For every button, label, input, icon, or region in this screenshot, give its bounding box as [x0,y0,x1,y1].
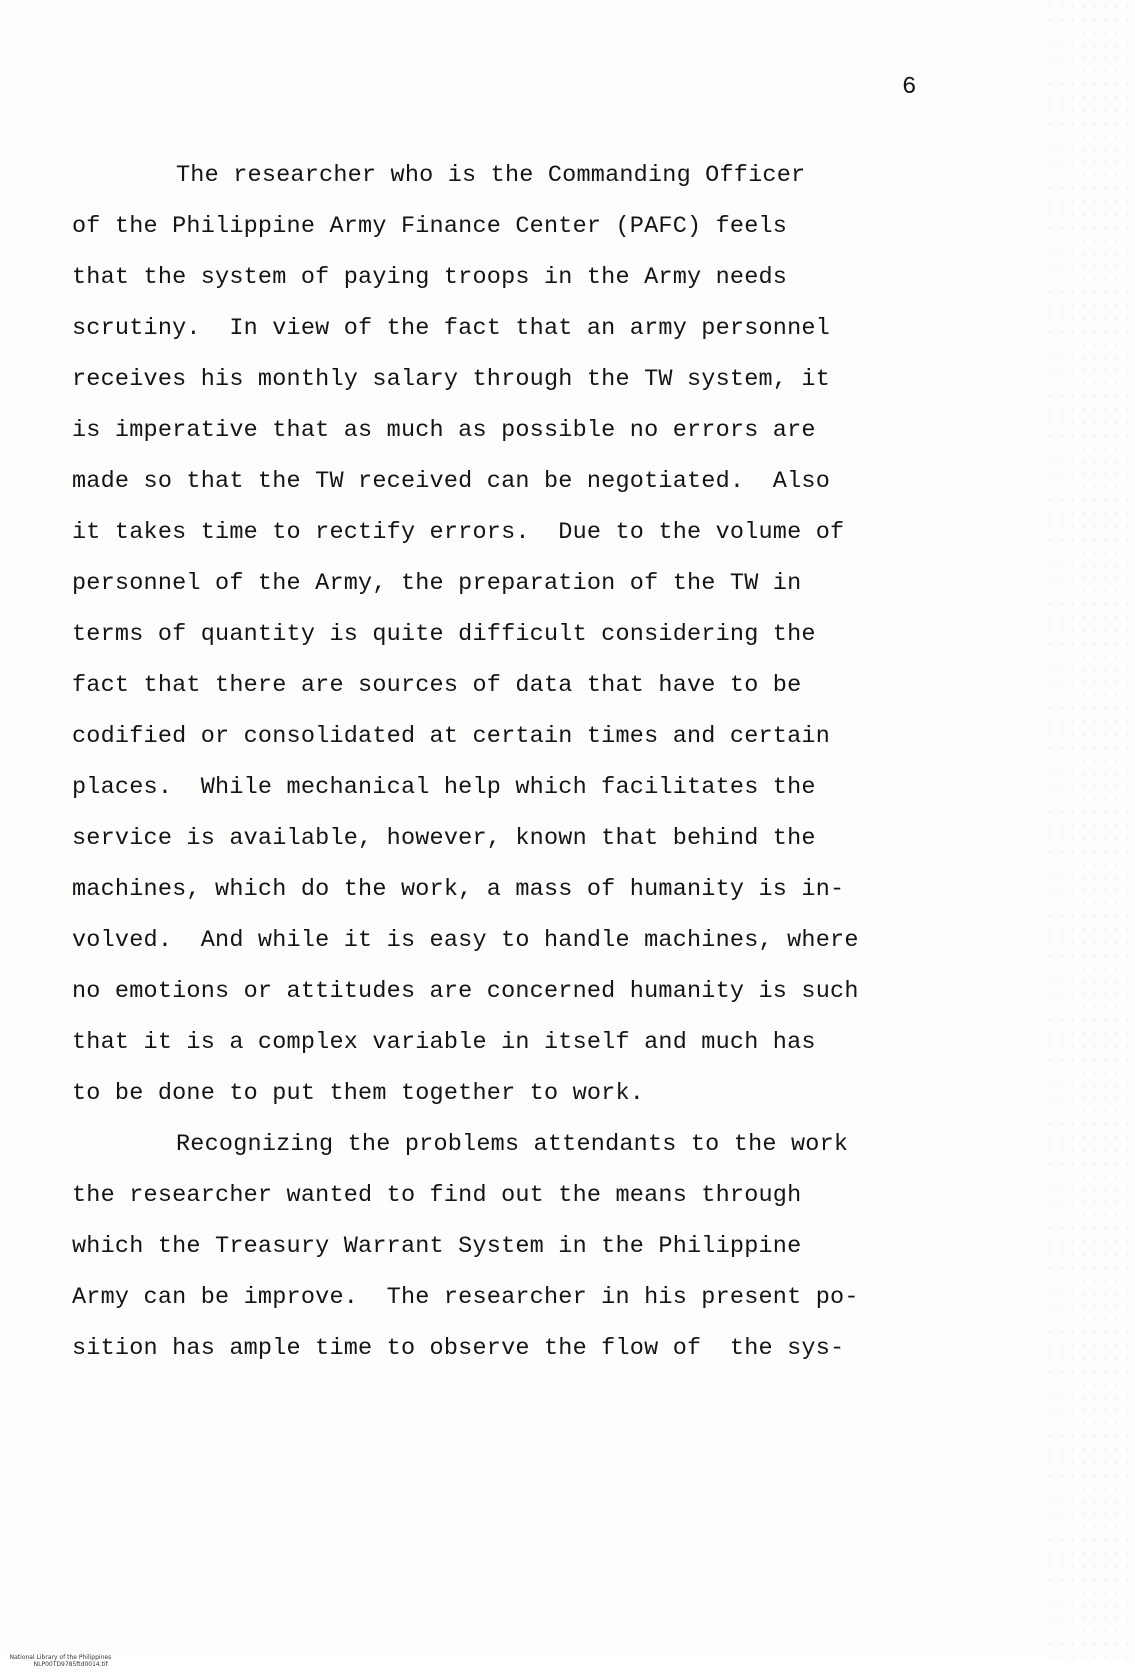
footer-library: National Library of the Philippines [9,1654,112,1661]
text-line: places. While mechanical help which facilitates the [72,774,816,801]
text-line: Army can be improve. The researcher in his present po- [72,1284,859,1311]
text-line: service is available, however, known that behind the [72,825,816,852]
text-line: it takes time to rectify errors. Due to the volume of [72,519,845,546]
text-line: volved. And while it is easy to handle machines, where [72,927,859,954]
paragraph-1 [72,150,932,1119]
scan-speckle-margin [1045,0,1135,1658]
text-line: is imperative that as much as possible no errors are [72,417,816,444]
scan-footer [2,1647,111,1675]
text-line: of the Philippine Army Finance Center (PAFC) feels [72,213,788,240]
text-line: terms of quantity is quite difficult considering the [72,621,816,648]
text-line: the researcher wanted to find out the means through [72,1182,802,1209]
page-number: 6 [902,74,917,101]
text-line: The researcher who is the Commanding Officer [176,162,806,189]
text-line: codified or consolidated at certain times and certain [72,723,831,750]
text-line: made so that the TW received can be negotiated. Also [72,468,831,495]
body-text [72,150,932,1374]
text-line: Recognizing the problems attendants to the work [176,1131,849,1158]
text-line: personnel of the Army, the preparation of the TW in [72,570,802,597]
text-line: sition has ample time to observe the flow of the sys- [72,1335,845,1362]
text-line: to be done to put them together to work. [72,1080,645,1107]
text-line: which the Treasury Warrant System in the Philippine [72,1233,802,1260]
paragraph-2 [72,1119,932,1374]
text-line: that it is a complex variable in itself and much has [72,1029,816,1056]
text-line: receives his monthly salary through the TW system, it [72,366,831,393]
text-line: that the system of paying troops in the Army needs [72,264,788,291]
footer-file-id: NLP00TD9785ftd0014.tif [33,1661,108,1668]
text-line: scrutiny. In view of the fact that an army personnel [72,315,831,342]
text-line: machines, which do the work, a mass of humanity is in- [72,876,845,903]
text-line: no emotions or attitudes are concerned humanity is such [72,978,859,1005]
text-line: fact that there are sources of data that have to be [72,672,802,699]
